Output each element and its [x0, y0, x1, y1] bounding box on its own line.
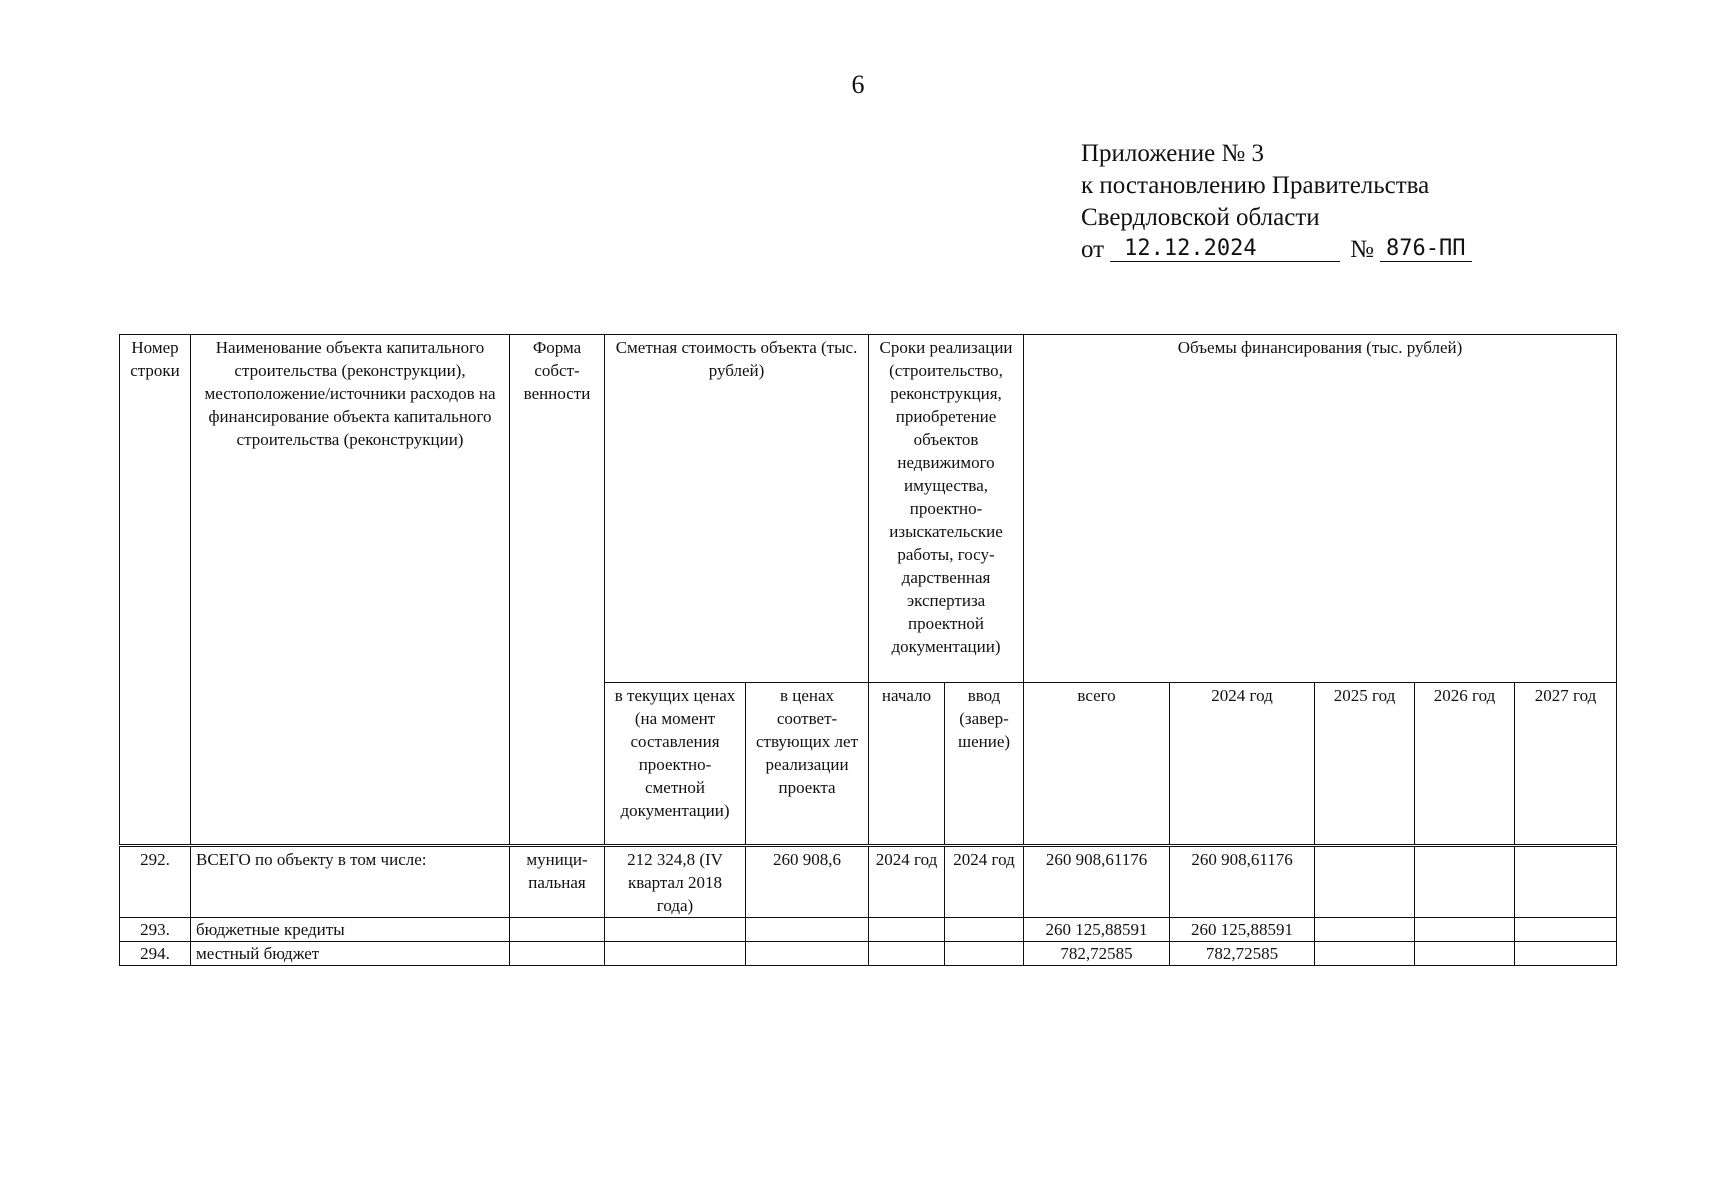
table-header-row-1 — [120, 335, 1617, 683]
appendix-date-number-line — [1081, 234, 1472, 266]
resolution-date: 12.12.2024 — [1110, 237, 1340, 262]
header-cost-current: в текущих ценах (на момент составления проектно-сметной документации) — [605, 683, 746, 846]
appendix-header — [1081, 138, 1472, 266]
cell-row-number: 292. — [120, 846, 191, 918]
cell-start — [869, 918, 945, 942]
cell-2024: 260 908,61176 — [1170, 846, 1315, 918]
header-row-number: Номер строки — [120, 335, 191, 846]
cell-ownership: муници-пальная — [510, 846, 605, 918]
cell-completion — [945, 918, 1024, 942]
cell-completion: 2024 год — [945, 846, 1024, 918]
header-object-name: Наименование объекта капитального строительства (реконструкции), местоположение/источники расходов на финансирование объекта капитального строительства (реконструкции) — [191, 335, 510, 846]
cell-start — [869, 942, 945, 966]
cell-2025 — [1315, 918, 1415, 942]
financing-table — [119, 334, 1617, 966]
cell-cost-current — [605, 942, 746, 966]
header-2025: 2025 год — [1315, 683, 1415, 846]
cell-total: 260 908,61176 — [1024, 846, 1170, 918]
header-2024: 2024 год — [1170, 683, 1315, 846]
header-estimated-cost: Сметная стоимость объекта (тыс. рублей) — [605, 335, 869, 683]
cell-2026 — [1415, 942, 1515, 966]
header-completion: ввод (завер-шение) — [945, 683, 1024, 846]
table-row — [120, 942, 1617, 966]
resolution-number: 876-ПП — [1380, 237, 1472, 262]
header-start: начало — [869, 683, 945, 846]
cell-2024: 260 125,88591 — [1170, 918, 1315, 942]
cell-total: 782,72585 — [1024, 942, 1170, 966]
cell-row-number: 294. — [120, 942, 191, 966]
header-total: всего — [1024, 683, 1170, 846]
cell-object-name: ВСЕГО по объекту в том числе: — [191, 846, 510, 918]
cell-cost-current — [605, 918, 746, 942]
cell-2027 — [1515, 942, 1617, 966]
cell-completion — [945, 942, 1024, 966]
cell-cost-years — [746, 942, 869, 966]
cell-start: 2024 год — [869, 846, 945, 918]
cell-total: 260 125,88591 — [1024, 918, 1170, 942]
cell-2025 — [1315, 942, 1415, 966]
cell-2025 — [1315, 846, 1415, 918]
cell-cost-years: 260 908,6 — [746, 846, 869, 918]
header-cost-years: в ценах соответ-ствующих лет реализации проекта — [746, 683, 869, 846]
number-label: № — [1350, 236, 1374, 263]
cell-cost-years — [746, 918, 869, 942]
cell-2027 — [1515, 846, 1617, 918]
cell-2026 — [1415, 918, 1515, 942]
cell-ownership — [510, 942, 605, 966]
header-funding: Объемы финансирования (тыс. рублей) — [1024, 335, 1617, 683]
cell-row-number: 293. — [120, 918, 191, 942]
table-row — [120, 846, 1617, 918]
cell-2027 — [1515, 918, 1617, 942]
appendix-region-line: Свердловской области — [1081, 204, 1320, 231]
cell-ownership — [510, 918, 605, 942]
page-number: 6 — [851, 70, 865, 99]
cell-cost-current: 212 324,8 (IV квартал 2018 года) — [605, 846, 746, 918]
header-ownership: Форма собст-венности — [510, 335, 605, 846]
table-row — [120, 918, 1617, 942]
cell-object-name: местный бюджет — [191, 942, 510, 966]
cell-2024: 782,72585 — [1170, 942, 1315, 966]
appendix-title: Приложение № 3 — [1081, 140, 1265, 167]
header-2027: 2027 год — [1515, 683, 1617, 846]
appendix-resolution-line: к постановлению Правительства — [1081, 172, 1430, 199]
cell-2026 — [1415, 846, 1515, 918]
header-2026: 2026 год — [1415, 683, 1515, 846]
cell-object-name: бюджетные кредиты — [191, 918, 510, 942]
header-timeline: Сроки реализации (строительство, реконструкция, приобретение объектов недвижимого имущества, проектно-изыскательские работы, госу-дарственная экспертиза проектной документации) — [869, 335, 1024, 683]
from-label: от — [1081, 236, 1105, 263]
